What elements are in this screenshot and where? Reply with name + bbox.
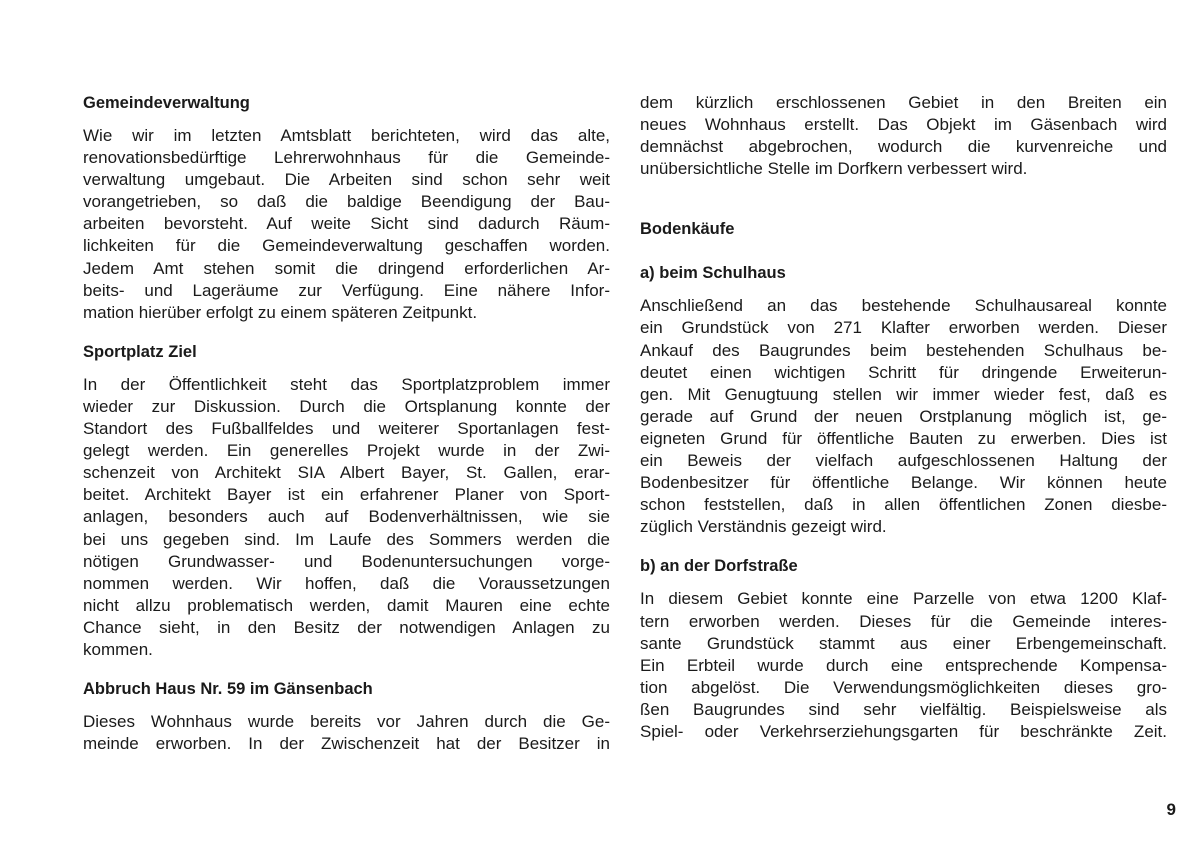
text-line: dem kürzlich erschlossenen Gebiet in den Breiten ein: [640, 93, 1167, 112]
text-line: sante Grundstück stammt aus einer Erbengemeinschaft.: [640, 633, 1167, 653]
left-column: [83, 92, 610, 772]
text-line: vorangetrieben, so daß die baldige Beendigung der Bau-: [83, 192, 610, 212]
text-line: renovationsbedürftige Lehrerwohnhaus für die Gemeinde-: [83, 148, 610, 168]
text-line: demnächst abgebrochen, wodurch die kurvenreiche und: [640, 137, 1167, 157]
paragraph-sportplatz: [83, 374, 610, 661]
text-line: Ein Erbteil wurde durch eine entsprechende Kompensa-: [640, 655, 1167, 675]
paragraph-abbruch: [83, 711, 610, 755]
text-line: beits- und Lageräume zur Verfügung. Eine nähere Infor-: [83, 280, 610, 300]
text-line: Anschließend an das bestehende Schulhausareal konnte: [640, 296, 1167, 316]
text-line: nötigen Grundwasser- und Bodenuntersuchungen vorge-: [83, 551, 610, 571]
text-line: Jedem Amt stehen somit die dringend erforderlichen Ar-: [83, 258, 610, 278]
text-line: ein Beweis der vielfach aufgeschlossenen Haltung der: [640, 451, 1167, 471]
text-line: eigneten Grund für öffentliche Bauten zu erwerben. Dies ist: [640, 428, 1167, 448]
page-number: 9: [1166, 800, 1176, 819]
text-line: Bodenbesitzer für öffentliche Belange. Wir können heute: [640, 473, 1167, 493]
text-line: anlagen, besonders auch auf Bodenverhältnissen, wie sie: [83, 507, 610, 527]
text-line: Wie wir im letzten Amtsblatt berichteten, wird das alte,: [83, 126, 610, 145]
text-line: beitet. Architekt Bayer ist ein erfahrener Planer von Sport-: [83, 485, 610, 505]
text-line: Chance sieht, in den Besitz der notwendigen Anlagen zu: [83, 617, 610, 637]
text-line: ßen Baugrundes sind sehr vielfältig. Beispielsweise als: [640, 699, 1167, 719]
text-line: züglich Verständnis gezeigt wird.: [640, 517, 887, 537]
text-line: tern erworben werden. Dieses für die Gemeinde interes-: [640, 611, 1167, 631]
subsection-heading-schulhaus: a) beim Schulhaus: [640, 264, 786, 283]
text-line: nommen werden. Wir hoffen, daß die Voraussetzungen: [83, 573, 610, 593]
text-line: nicht allzu problematisch werden, damit Mauren eine echte: [83, 595, 610, 615]
text-line: meinde erworben. In der Zwischenzeit hat der Besitzer in: [83, 734, 610, 754]
section-heading-gemeindeverwaltung: Gemeindeverwaltung: [83, 94, 250, 112]
text-line: lichkeiten für die Gemeindeverwaltung geschaffen worden.: [83, 236, 610, 256]
text-line: tion abgelöst. Die Verwendungsmöglichkeiten dieses gro-: [640, 677, 1167, 697]
text-line: In diesem Gebiet konnte eine Parzelle von etwa 1200 Klaf-: [640, 589, 1167, 609]
text-line: Dieses Wohnhaus wurde bereits vor Jahren durch die Ge-: [83, 712, 610, 732]
paragraph-dorfstrasse: [640, 588, 1167, 743]
text-line: wieder zur Diskussion. Durch die Ortsplanung konnte der: [83, 396, 610, 416]
text-line: schenzeit von Architekt SIA Albert Bayer, St. Gallen, erar-: [83, 463, 610, 483]
text-line: kommen.: [83, 639, 153, 659]
text-line: gen. Mit Genugtuung stellen wir immer wieder fest, daß es: [640, 384, 1167, 404]
paragraph-abbruch-continued: [640, 92, 1167, 180]
text-line: neues Wohnhaus erstellt. Das Objekt im Gäsenbach wird: [640, 115, 1167, 135]
right-column: [640, 92, 1167, 760]
subsection-heading-dorfstrasse: b) an der Dorfstraße: [640, 557, 798, 576]
section-heading-sportplatz: Sportplatz Ziel: [83, 342, 197, 361]
section-heading-bodenkaeufe: Bodenkäufe: [640, 220, 735, 239]
text-line: deutet einen wichtigen Schritt für dringende Erweiterun-: [640, 362, 1167, 382]
text-line: In der Öffentlichkeit steht das Sportplatzproblem immer: [83, 374, 610, 394]
text-line: unübersichtliche Stelle im Dorfkern verbessert wird.: [640, 159, 1028, 179]
text-line: arbeiten bevorsteht. Auf weite Sicht sind dadurch Räum-: [83, 214, 610, 234]
text-line: Ankauf des Baugrundes beim bestehenden Schulhaus be-: [640, 340, 1167, 360]
text-line: mation hierüber erfolgt zu einem späteren Zeitpunkt.: [83, 302, 478, 322]
text-line: gelegt werden. Ein generelles Projekt wurde in der Zwi-: [83, 441, 610, 461]
text-line: Standort des Fußballfeldes und weiterer Sportanlagen fest-: [83, 419, 610, 439]
paragraph-schulhaus: [640, 295, 1167, 538]
text-line: verwaltung umgebaut. Die Arbeiten sind schon sehr weit: [83, 170, 610, 190]
text-line: gerade auf Grund der neuen Orstplanung möglich ist, ge-: [640, 406, 1167, 426]
text-line: ein Grundstück von 271 Klafter erworben werden. Dieser: [640, 318, 1167, 338]
paragraph-gemeindeverwaltung: [83, 125, 610, 324]
text-line: Spiel- oder Verkehrserziehungsgarten für beschränkte Zeit.: [640, 721, 1167, 741]
text-line: bei uns gegeben sind. Im Laufe des Sommers werden die: [83, 529, 610, 549]
text-line: schon feststellen, daß in allen öffentlichen Zonen diesbe-: [640, 495, 1167, 515]
section-heading-abbruch: Abbruch Haus Nr. 59 im Gänsenbach: [83, 680, 373, 699]
